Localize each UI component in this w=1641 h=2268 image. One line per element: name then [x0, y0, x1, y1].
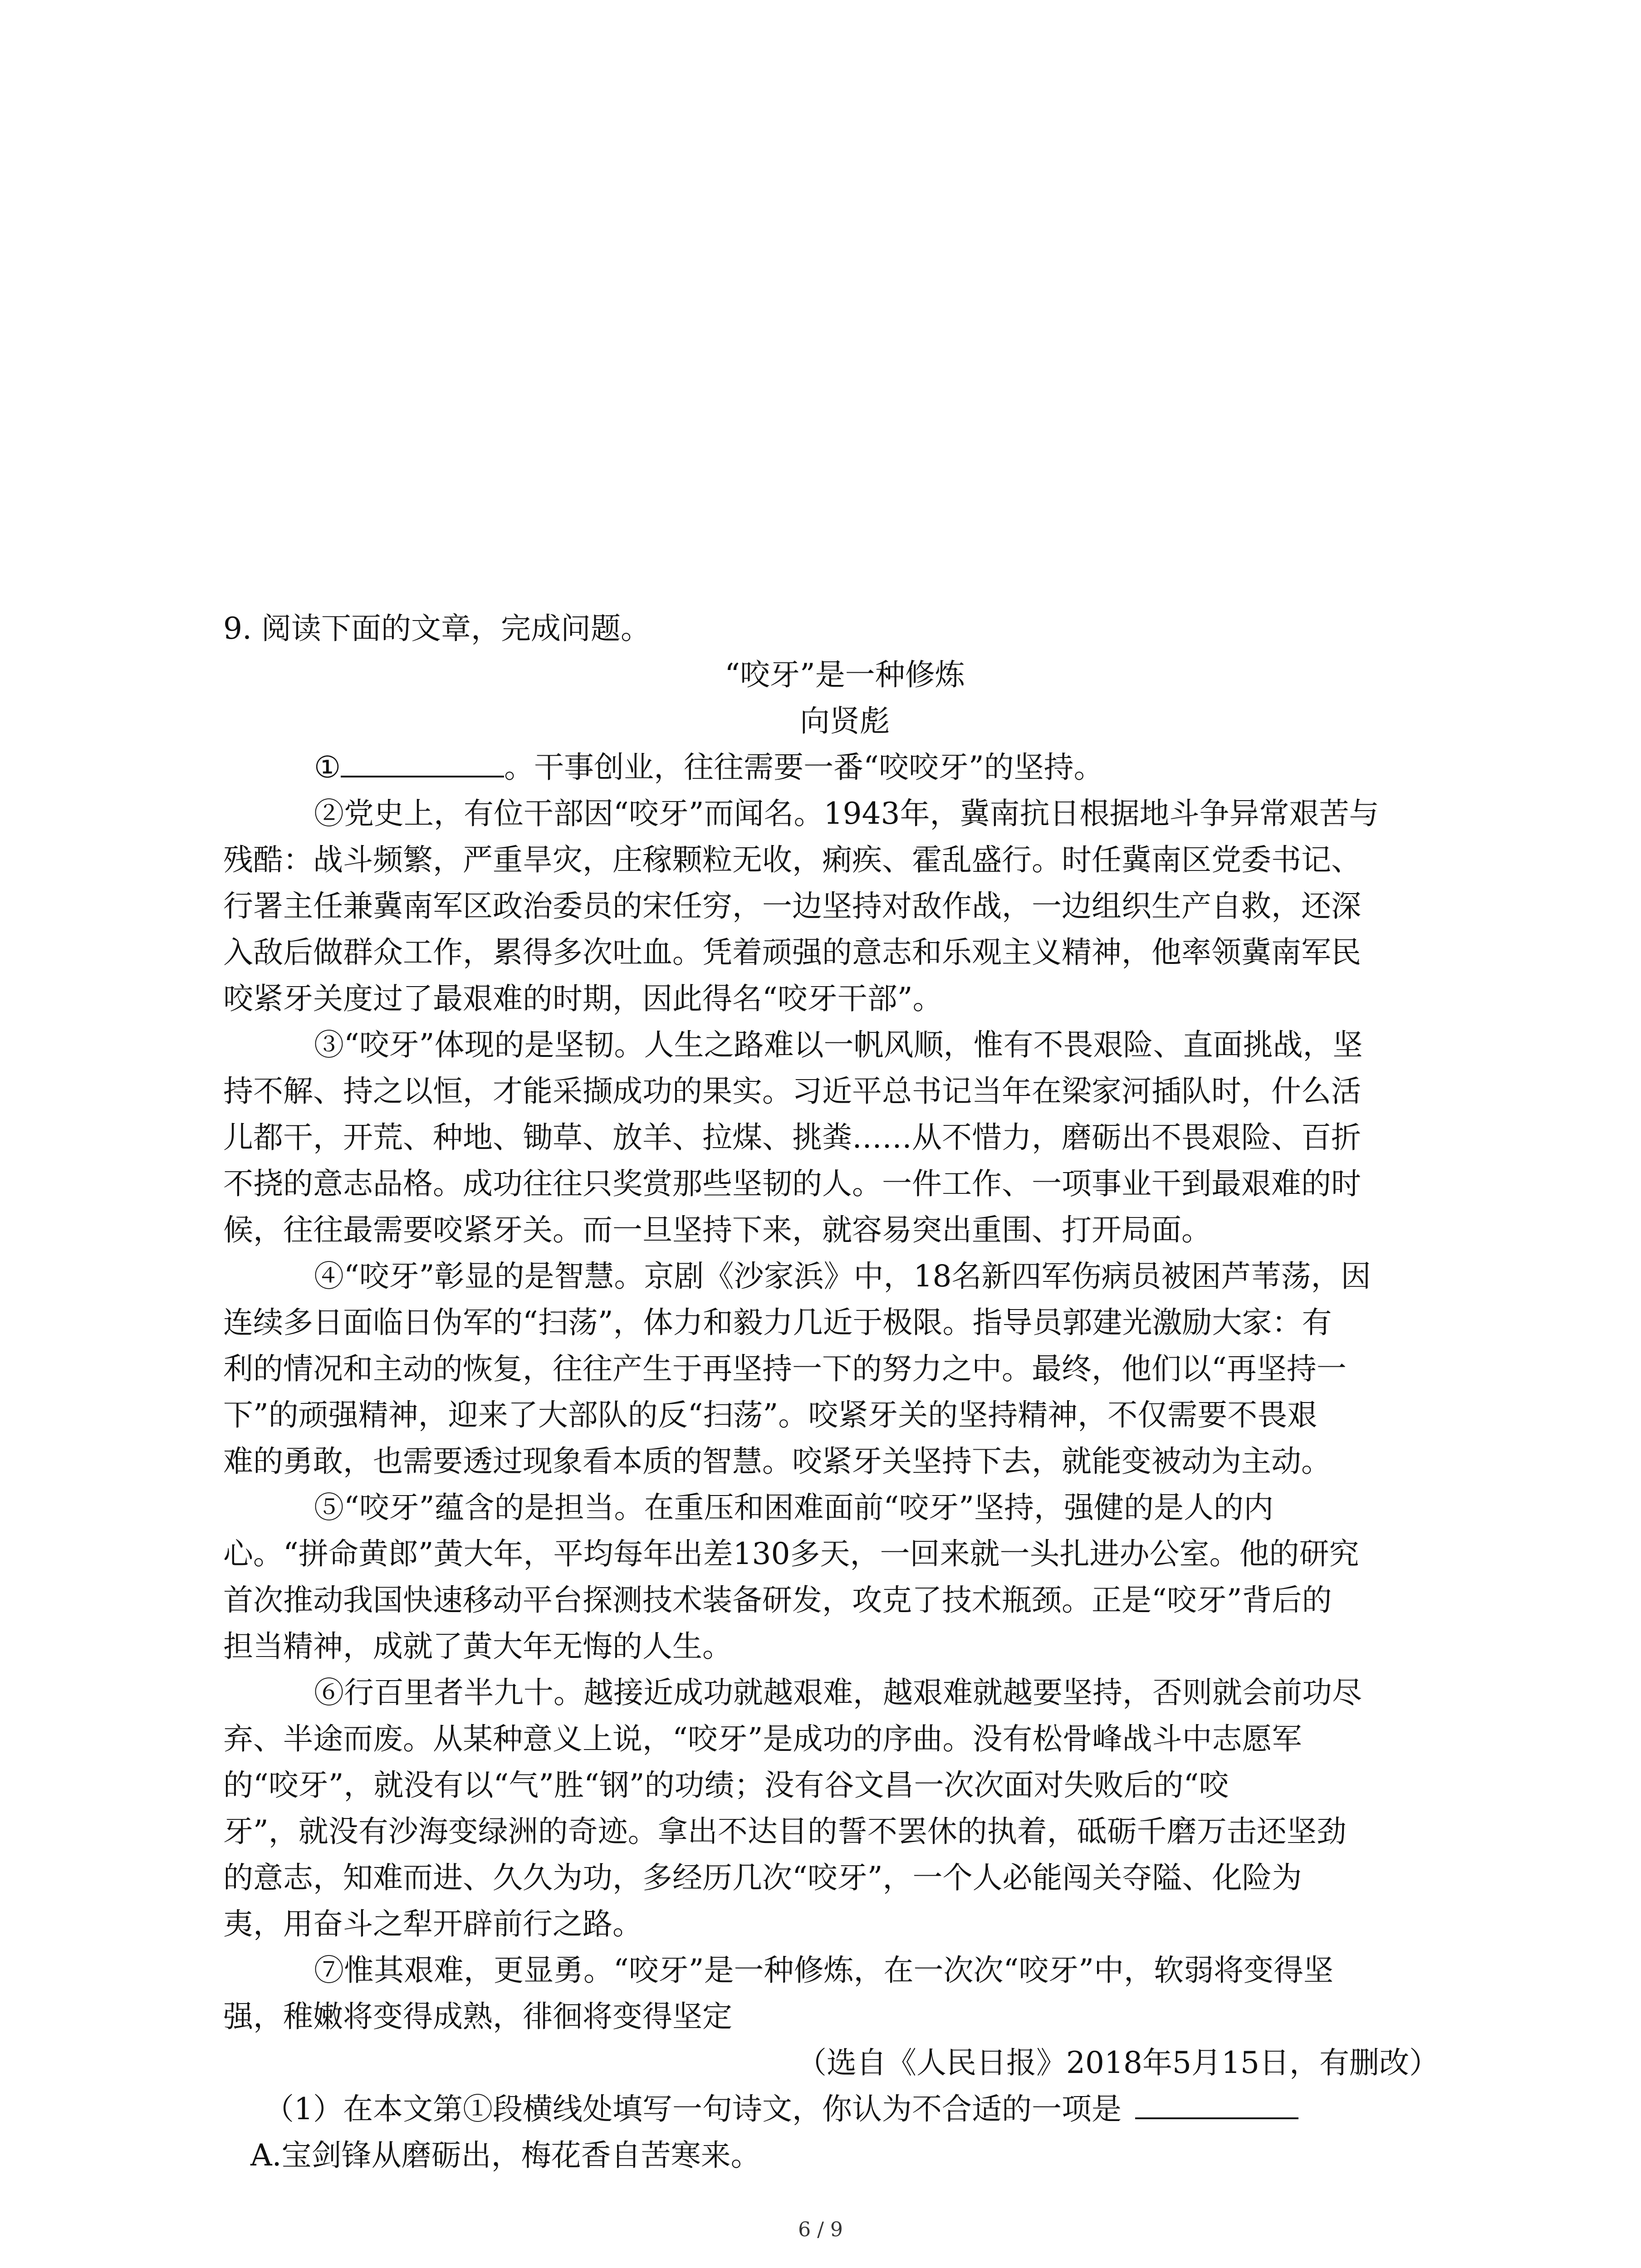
paragraph-line: 首次推动我国快速移动平台探测技术装备研发，攻克了技术瓶颈。正是“咬牙”背后的 [223, 1583, 1332, 1618]
paragraph-line: ⑤“咬牙”蕴含的是担当。在重压和困难面前“咬牙”坚持，强健的是人的内 [314, 1490, 1274, 1525]
paragraph-line: 下”的顽强精神，迎来了大部队的反“扫荡”。咬紧牙关的坚持精神，不仅需要不畏艰 [223, 1398, 1318, 1432]
page-number: 6 / 9 [798, 2218, 843, 2241]
paragraph-line: ⑦惟其艰难，更显勇。“咬牙”是一种修炼，在一次次“咬牙”中，软弱将变得坚 [314, 1953, 1333, 1988]
paragraph-line: 担当精神，成就了黄大年无悔的人生。 [223, 1629, 732, 1664]
answer-blank[interactable] [1135, 2088, 1298, 2119]
article-author: 向贤彪 [800, 704, 890, 738]
fill-in-blank[interactable] [341, 747, 504, 777]
paragraph-4 [223, 1253, 1439, 1485]
paragraph-line: 连续多日面临日伪军的“扫荡”，体力和毅力几近于极限。指导员郭建光激励大家：有 [223, 1305, 1332, 1340]
paragraph-line: 残酷：战斗频繁，严重旱灾，庄稼颗粒无收，痢疾、霍乱盛行。时任冀南区党委书记、 [223, 842, 1361, 877]
paragraph-line: 难的勇敢，也需要透过现象看本质的智慧。咬紧牙关坚持下去，就能变被动为主动。 [223, 1444, 1331, 1479]
paragraph-line: 不挠的意志品格。成功往往只奖赏那些坚韧的人。一件工作、一项事业干到最艰难的时 [223, 1166, 1361, 1201]
paragraph-line: 持不解、持之以恒，才能采撷成功的果实。习近平总书记当年在梁家河插队时，什么活 [223, 1074, 1361, 1109]
subquestion-1 [223, 2086, 1439, 2132]
question-content [223, 606, 1439, 2179]
paragraph-line: ⑥行百里者半九十。越接近成功就越艰难，越艰难就越要坚持，否则就会前功尽 [314, 1675, 1362, 1710]
paragraph-3 [223, 1022, 1439, 1253]
paragraph-line: 的“咬牙”，就没有以“气”胜“钢”的功绩；没有谷文昌一次次面对失败后的“咬 [223, 1768, 1229, 1803]
paragraph-line: 利的情况和主动的恢复，往往产生于再坚持一下的努力之中。最终，他们以“再坚持一 [223, 1351, 1347, 1386]
paragraph-7 [223, 1947, 1439, 2040]
paragraph-1 [223, 744, 1439, 791]
paragraph-2 [223, 791, 1439, 1022]
paragraph-5 [223, 1485, 1439, 1670]
paragraph-1-text: 。干事创业，往往需要一番“咬咬牙”的坚持。 [504, 750, 1104, 785]
paragraph-line: ③“咬牙”体现的是坚韧。人生之路难以一帆风顺，惟有不畏艰险、直面挑战，坚 [314, 1027, 1363, 1062]
paragraph-line: ④“咬牙”彰显的是智慧。京剧《沙家浜》中，18名新四军伤病员被困芦苇荡，因 [314, 1259, 1371, 1294]
paragraph-line: 牙”，就没有沙海变绿洲的奇迹。拿出不达目的誓不罢休的执着，砥砺千磨万击还坚劲 [223, 1814, 1347, 1849]
paragraph-line: 咬紧牙关度过了最艰难的时期，因此得名“咬牙干部”。 [223, 981, 943, 1016]
paragraph-line: 的意志，知难而进、久久为功，多经历几次“咬牙”，一个人必能闯关夺隘、化险为 [223, 1860, 1302, 1895]
option-a[interactable]: A.宝剑锋从磨砺出，梅花香自苦寒来。 [250, 2138, 761, 2173]
paragraph-1-marker: ① [314, 750, 341, 785]
paragraph-line: 心。“拼命黄郎”黄大年，平均每年出差130多天，一回来就一头扎进办公室。他的研究 [223, 1536, 1359, 1571]
paragraph-line: 弃、半途而废。从某种意义上说，“咬牙”是成功的序曲。没有松骨峰战斗中志愿军 [223, 1721, 1302, 1756]
paragraph-6 [223, 1670, 1439, 1947]
subquestion-1-text: （1）在本文第①段横线处填写一句诗文，你认为不合适的一项是 [264, 2092, 1122, 2126]
article-title: “咬牙”是一种修炼 [725, 657, 965, 692]
paragraph-line: 夷，用奋斗之犁开辟前行之路。 [223, 1906, 642, 1941]
paragraph-line: 儿都干，开荒、种地、锄草、放羊、拉煤、挑粪……从不惜力，磨砺出不畏艰险、百折 [223, 1120, 1361, 1155]
paragraph-line: 行署主任兼冀南军区政治委员的宋任穷，一边坚持对敌作战，一边组织生产自救，还深 [223, 889, 1361, 924]
question-header: 9. 阅读下面的文章，完成问题。 [223, 611, 651, 646]
paragraph-line: 强，稚嫩将变得成熟，徘徊将变得坚定 [223, 1999, 732, 2034]
paragraph-line: 入敌后做群众工作，累得多次吐血。凭着顽强的意志和乐观主义精神，他率领冀南军民 [223, 935, 1361, 970]
article-source: （选自《人民日报》2018年5月15日，有删改） [797, 2045, 1439, 2080]
paragraph-line: 候，往往最需要咬紧牙关。而一旦坚持下来，就容易突出重围、打开局面。 [223, 1212, 1211, 1247]
paragraph-line: ②党史上，有位干部因“咬牙”而闻名。1943年，冀南抗日根据地斗争异常艰苦与 [314, 796, 1379, 831]
